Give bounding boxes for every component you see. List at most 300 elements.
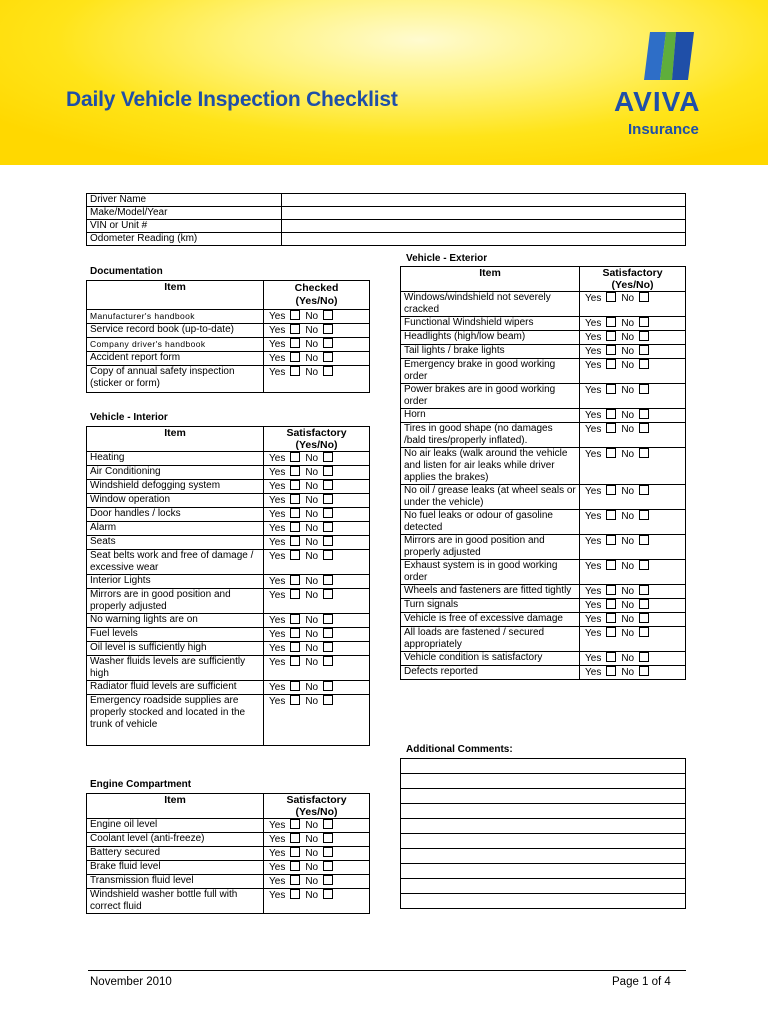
yes-label: Yes — [269, 576, 286, 587]
interior-yes-no — [264, 480, 370, 494]
yes-label: Yes — [585, 318, 602, 329]
yes-checkbox[interactable] — [290, 310, 300, 320]
no-label: No — [305, 453, 319, 464]
yes-label: Yes — [269, 353, 286, 364]
no-label: No — [621, 332, 635, 343]
yes-checkbox[interactable] — [606, 292, 616, 302]
interior-yes-no — [264, 628, 370, 642]
documentation-yes-no — [264, 366, 370, 393]
yes-checkbox[interactable] — [290, 480, 300, 490]
interior-item-label: Oil level is sufficiently high — [87, 642, 264, 656]
no-checkbox[interactable] — [323, 338, 333, 348]
comment-field[interactable] — [401, 834, 686, 849]
yes-checkbox[interactable] — [606, 331, 616, 341]
yes-checkbox[interactable] — [290, 522, 300, 532]
no-checkbox[interactable] — [323, 536, 333, 546]
yes-checkbox[interactable] — [290, 628, 300, 638]
table-row — [87, 875, 370, 889]
interior-item-label: Mirrors are in good position and properly adjusted — [87, 589, 264, 614]
documentation-title: Documentation — [90, 266, 163, 277]
no-label: No — [305, 551, 319, 562]
exterior-item-label: Tires in good shape (no damages /bald tires/properly inflated). — [401, 423, 580, 448]
no-checkbox[interactable] — [323, 310, 333, 320]
engine-yes-no — [264, 819, 370, 833]
yes-checkbox[interactable] — [606, 485, 616, 495]
no-checkbox[interactable] — [639, 384, 649, 394]
no-label: No — [621, 449, 635, 460]
yes-checkbox[interactable] — [606, 666, 616, 676]
yes-checkbox[interactable] — [606, 448, 616, 458]
table-header — [401, 267, 686, 292]
yes-label: Yes — [269, 495, 286, 506]
table-row — [401, 423, 686, 448]
yes-checkbox[interactable] — [606, 585, 616, 595]
table-row — [401, 409, 686, 423]
yes-checkbox[interactable] — [290, 338, 300, 348]
comments-title: Additional Comments: — [406, 744, 513, 755]
yes-label: Yes — [269, 509, 286, 520]
no-label: No — [621, 360, 635, 371]
no-checkbox[interactable] — [639, 317, 649, 327]
yes-checkbox[interactable] — [290, 833, 300, 843]
yes-checkbox[interactable] — [290, 452, 300, 462]
documentation-table — [86, 280, 370, 393]
interior-item-label: Windshield defogging system — [87, 480, 264, 494]
yes-checkbox[interactable] — [290, 589, 300, 599]
table-row — [401, 535, 686, 560]
no-checkbox[interactable] — [639, 627, 649, 637]
yes-label: Yes — [269, 834, 286, 845]
interior-yes-no — [264, 508, 370, 522]
table-row — [401, 345, 686, 359]
no-label: No — [305, 481, 319, 492]
yes-label: Yes — [269, 629, 286, 640]
no-label: No — [621, 511, 635, 522]
no-checkbox[interactable] — [323, 819, 333, 829]
page-title: Daily Vehicle Inspection Checklist — [66, 88, 398, 111]
yes-label: Yes — [585, 511, 602, 522]
yes-checkbox[interactable] — [290, 889, 300, 899]
exterior-item-label: Defects reported — [401, 666, 580, 680]
no-label: No — [621, 586, 635, 597]
exterior-item-label: Headlights (high/low beam) — [401, 331, 580, 345]
no-label: No — [621, 536, 635, 547]
comment-line[interactable] — [401, 834, 686, 849]
exterior-yes-no — [580, 613, 686, 627]
interior-item-label: Radiator fluid levels are sufficient — [87, 681, 264, 695]
table-row — [87, 833, 370, 847]
table-row — [87, 194, 686, 207]
no-checkbox[interactable] — [639, 652, 649, 662]
no-checkbox[interactable] — [323, 589, 333, 599]
yes-label: Yes — [585, 614, 602, 625]
comment-field[interactable] — [401, 774, 686, 789]
comment-line[interactable] — [401, 864, 686, 879]
exterior-yes-no — [580, 585, 686, 599]
exterior-yes-no — [580, 423, 686, 448]
yes-label: Yes — [269, 325, 286, 336]
yes-label: Yes — [269, 467, 286, 478]
yes-label: Yes — [269, 696, 286, 707]
exterior-yes-no — [580, 535, 686, 560]
no-label: No — [305, 523, 319, 534]
yes-checkbox[interactable] — [606, 599, 616, 609]
table-row — [401, 485, 686, 510]
no-checkbox[interactable] — [323, 575, 333, 585]
table-row — [87, 536, 370, 550]
table-row — [87, 480, 370, 494]
interior-item-label: Fuel levels — [87, 628, 264, 642]
no-checkbox[interactable] — [323, 833, 333, 843]
engine-yes-no — [264, 889, 370, 914]
comment-field[interactable] — [401, 804, 686, 819]
yes-checkbox[interactable] — [290, 819, 300, 829]
comment-line[interactable] — [401, 804, 686, 819]
no-label: No — [305, 467, 319, 478]
no-checkbox[interactable] — [323, 366, 333, 376]
exterior-item-label: Mirrors are in good position and properly adjusted — [401, 535, 580, 560]
exterior-item-label: Functional Windshield wipers — [401, 317, 580, 331]
interior-item-label: Door handles / locks — [87, 508, 264, 522]
no-checkbox[interactable] — [639, 535, 649, 545]
yes-checkbox[interactable] — [290, 466, 300, 476]
no-checkbox[interactable] — [323, 861, 333, 871]
yes-checkbox[interactable] — [290, 861, 300, 871]
table-row — [87, 352, 370, 366]
table-row — [87, 452, 370, 466]
yes-label: Yes — [269, 551, 286, 562]
table-row — [87, 220, 686, 233]
table-row — [87, 614, 370, 628]
comment-field[interactable] — [401, 879, 686, 894]
no-label: No — [305, 576, 319, 587]
exterior-yes-no — [580, 627, 686, 652]
yes-checkbox[interactable] — [606, 560, 616, 570]
no-checkbox[interactable] — [323, 642, 333, 652]
documentation-yes-no — [264, 310, 370, 324]
engine-item-label: Engine oil level — [87, 819, 264, 833]
yes-label: Yes — [269, 590, 286, 601]
no-checkbox[interactable] — [323, 875, 333, 885]
exterior-item-label: Windows/windshield not severely cracked — [401, 292, 580, 317]
table-row — [87, 233, 686, 246]
engine-yes-no — [264, 833, 370, 847]
no-checkbox[interactable] — [323, 681, 333, 691]
interior-item-label: Emergency roadside supplies are properly stocked and located in the trunk of vehicle — [87, 695, 264, 746]
engine-yes-no — [264, 847, 370, 861]
exterior-item-label: Vehicle condition is satisfactory — [401, 652, 580, 666]
no-label: No — [621, 561, 635, 572]
table-row — [401, 384, 686, 409]
interior-yes-no — [264, 656, 370, 681]
no-checkbox[interactable] — [639, 599, 649, 609]
interior-item-label: Air Conditioning — [87, 466, 264, 480]
no-checkbox[interactable] — [639, 585, 649, 595]
yes-checkbox[interactable] — [290, 324, 300, 334]
yes-label: Yes — [585, 332, 602, 343]
yes-checkbox[interactable] — [606, 535, 616, 545]
no-checkbox[interactable] — [323, 656, 333, 666]
yes-checkbox[interactable] — [606, 510, 616, 520]
yes-checkbox[interactable] — [606, 423, 616, 433]
no-checkbox[interactable] — [639, 359, 649, 369]
yes-label: Yes — [269, 311, 286, 322]
comment-field[interactable] — [401, 864, 686, 879]
yes-checkbox[interactable] — [606, 409, 616, 419]
documentation-item-label: Accident report form — [87, 352, 264, 366]
comment-field[interactable] — [401, 849, 686, 864]
yes-label: Yes — [269, 820, 286, 831]
interior-item-label: Seats — [87, 536, 264, 550]
interior-yes-no — [264, 695, 370, 746]
comment-field[interactable] — [401, 819, 686, 834]
vin-label: VIN or Unit # — [87, 220, 282, 233]
no-label: No — [305, 696, 319, 707]
no-label: No — [621, 318, 635, 329]
no-checkbox[interactable] — [323, 494, 333, 504]
no-checkbox[interactable] — [323, 889, 333, 899]
yes-checkbox[interactable] — [290, 875, 300, 885]
no-checkbox[interactable] — [639, 560, 649, 570]
yes-checkbox[interactable] — [290, 494, 300, 504]
engine-title: Engine Compartment — [90, 779, 192, 790]
yes-checkbox[interactable] — [606, 652, 616, 662]
footer-divider — [88, 970, 686, 971]
engine-item-label: Transmission fluid level — [87, 875, 264, 889]
exterior-yes-no — [580, 448, 686, 485]
interior-item-label: Window operation — [87, 494, 264, 508]
comment-line[interactable] — [401, 789, 686, 804]
yes-label: Yes — [269, 537, 286, 548]
interior-yes-no — [264, 614, 370, 628]
yes-checkbox[interactable] — [606, 613, 616, 623]
yes-checkbox[interactable] — [606, 627, 616, 637]
no-label: No — [305, 537, 319, 548]
comment-line[interactable] — [401, 879, 686, 894]
no-checkbox[interactable] — [639, 292, 649, 302]
col-item: Item — [87, 281, 264, 310]
no-checkbox[interactable] — [323, 614, 333, 624]
no-checkbox[interactable] — [639, 666, 649, 676]
interior-yes-no — [264, 550, 370, 575]
yes-label: Yes — [269, 453, 286, 464]
no-label: No — [621, 653, 635, 664]
table-row — [87, 494, 370, 508]
no-label: No — [305, 367, 319, 378]
no-label: No — [621, 410, 635, 421]
make-model-field[interactable] — [282, 207, 686, 220]
yes-label: Yes — [269, 481, 286, 492]
no-checkbox[interactable] — [323, 522, 333, 532]
exterior-item-label: Wheels and fasteners are fitted tightly — [401, 585, 580, 599]
table-row — [401, 613, 686, 627]
no-label: No — [305, 862, 319, 873]
no-checkbox[interactable] — [323, 847, 333, 857]
table-row — [87, 656, 370, 681]
driver-name-field[interactable] — [282, 194, 686, 207]
yes-checkbox[interactable] — [606, 345, 616, 355]
comment-line[interactable] — [401, 894, 686, 909]
no-label: No — [305, 353, 319, 364]
interior-yes-no — [264, 522, 370, 536]
table-row — [401, 510, 686, 535]
table-row — [87, 575, 370, 589]
table-row — [401, 627, 686, 652]
comment-line[interactable] — [401, 819, 686, 834]
table-row — [87, 681, 370, 695]
no-label: No — [621, 346, 635, 357]
engine-item-label: Brake fluid level — [87, 861, 264, 875]
engine-yes-no — [264, 875, 370, 889]
yes-label: Yes — [269, 890, 286, 901]
no-checkbox[interactable] — [639, 448, 649, 458]
yes-checkbox[interactable] — [290, 536, 300, 546]
exterior-item-label: Power brakes are in good working order — [401, 384, 580, 409]
exterior-yes-no — [580, 409, 686, 423]
table-row — [87, 522, 370, 536]
no-label: No — [305, 848, 319, 859]
no-checkbox[interactable] — [323, 324, 333, 334]
yes-checkbox[interactable] — [290, 366, 300, 376]
exterior-yes-no — [580, 292, 686, 317]
yes-checkbox[interactable] — [290, 695, 300, 705]
yes-checkbox[interactable] — [290, 681, 300, 691]
exterior-item-label: Tail lights / brake lights — [401, 345, 580, 359]
yes-label: Yes — [585, 667, 602, 678]
table-row — [87, 324, 370, 338]
table-row — [87, 550, 370, 575]
yes-checkbox[interactable] — [290, 847, 300, 857]
interior-yes-no — [264, 589, 370, 614]
yes-checkbox[interactable] — [290, 614, 300, 624]
yes-checkbox[interactable] — [290, 352, 300, 362]
yes-checkbox[interactable] — [606, 384, 616, 394]
no-checkbox[interactable] — [323, 695, 333, 705]
table-row — [401, 560, 686, 585]
yes-label: Yes — [269, 862, 286, 873]
no-checkbox[interactable] — [639, 613, 649, 623]
interior-yes-no — [264, 452, 370, 466]
yes-checkbox[interactable] — [290, 575, 300, 585]
yes-label: Yes — [585, 628, 602, 639]
interior-yes-no — [264, 466, 370, 480]
yes-label: Yes — [269, 876, 286, 887]
no-checkbox[interactable] — [323, 550, 333, 560]
interior-yes-no — [264, 575, 370, 589]
table-header — [87, 794, 370, 819]
yes-label: Yes — [585, 486, 602, 497]
documentation-item-label: Service record book (up-to-date) — [87, 324, 264, 338]
yes-checkbox[interactable] — [606, 317, 616, 327]
no-checkbox[interactable] — [323, 466, 333, 476]
engine-item-label: Battery secured — [87, 847, 264, 861]
yes-checkbox[interactable] — [290, 508, 300, 518]
no-label: No — [305, 311, 319, 322]
no-checkbox[interactable] — [323, 352, 333, 362]
exterior-item-label: No air leaks (walk around the vehicle and listen for air leaks while driver applies the brakes) — [401, 448, 580, 485]
no-checkbox[interactable] — [639, 345, 649, 355]
exterior-yes-no — [580, 345, 686, 359]
table-row — [87, 642, 370, 656]
no-checkbox[interactable] — [639, 485, 649, 495]
no-label: No — [621, 424, 635, 435]
col-item: Item — [87, 794, 264, 819]
interior-yes-no — [264, 536, 370, 550]
engine-yes-no — [264, 861, 370, 875]
table-row — [87, 819, 370, 833]
no-label: No — [305, 643, 319, 654]
col-item: Item — [87, 427, 264, 452]
vin-field[interactable] — [282, 220, 686, 233]
yes-label: Yes — [585, 561, 602, 572]
engine-item-label: Coolant level (anti-freeze) — [87, 833, 264, 847]
documentation-yes-no — [264, 352, 370, 366]
exterior-yes-no — [580, 317, 686, 331]
no-checkbox[interactable] — [639, 510, 649, 520]
no-label: No — [621, 293, 635, 304]
comments-table[interactable] — [400, 758, 686, 909]
interior-item-label: Seat belts work and free of damage / excessive wear — [87, 550, 264, 575]
yes-checkbox[interactable] — [290, 550, 300, 560]
exterior-item-label: All loads are fastened / secured appropriately — [401, 627, 580, 652]
table-row — [87, 889, 370, 914]
interior-yes-no — [264, 494, 370, 508]
comment-field[interactable] — [401, 789, 686, 804]
no-checkbox[interactable] — [323, 628, 333, 638]
yes-label: Yes — [269, 615, 286, 626]
no-checkbox[interactable] — [639, 409, 649, 419]
no-checkbox[interactable] — [323, 452, 333, 462]
footer-page: Page 1 of 4 — [612, 976, 671, 988]
yes-label: Yes — [585, 385, 602, 396]
yes-checkbox[interactable] — [606, 359, 616, 369]
odometer-field[interactable] — [282, 233, 686, 246]
yes-label: Yes — [269, 643, 286, 654]
yes-label: Yes — [269, 367, 286, 378]
comment-line[interactable] — [401, 774, 686, 789]
table-row — [401, 666, 686, 680]
table-row — [87, 861, 370, 875]
no-checkbox[interactable] — [639, 423, 649, 433]
yes-label: Yes — [269, 848, 286, 859]
table-header — [87, 281, 370, 310]
interior-yes-no — [264, 642, 370, 656]
no-checkbox[interactable] — [323, 480, 333, 490]
no-label: No — [305, 876, 319, 887]
exterior-yes-no — [580, 510, 686, 535]
no-label: No — [305, 615, 319, 626]
exterior-yes-no — [580, 666, 686, 680]
yes-checkbox[interactable] — [290, 642, 300, 652]
no-checkbox[interactable] — [639, 331, 649, 341]
no-checkbox[interactable] — [323, 508, 333, 518]
comment-field[interactable] — [401, 894, 686, 909]
yes-checkbox[interactable] — [290, 656, 300, 666]
table-row — [87, 628, 370, 642]
comment-line[interactable] — [401, 759, 686, 774]
interior-item-label: Heating — [87, 452, 264, 466]
no-label: No — [621, 614, 635, 625]
comment-field[interactable] — [401, 759, 686, 774]
col-status: Satisfactory (Yes/No) — [580, 267, 686, 292]
yes-label: Yes — [585, 586, 602, 597]
table-row — [401, 292, 686, 317]
no-label: No — [305, 834, 319, 845]
exterior-item-label: Vehicle is free of excessive damage — [401, 613, 580, 627]
footer-date: November 2010 — [90, 976, 172, 988]
comment-line[interactable] — [401, 849, 686, 864]
yes-label: Yes — [269, 339, 286, 350]
